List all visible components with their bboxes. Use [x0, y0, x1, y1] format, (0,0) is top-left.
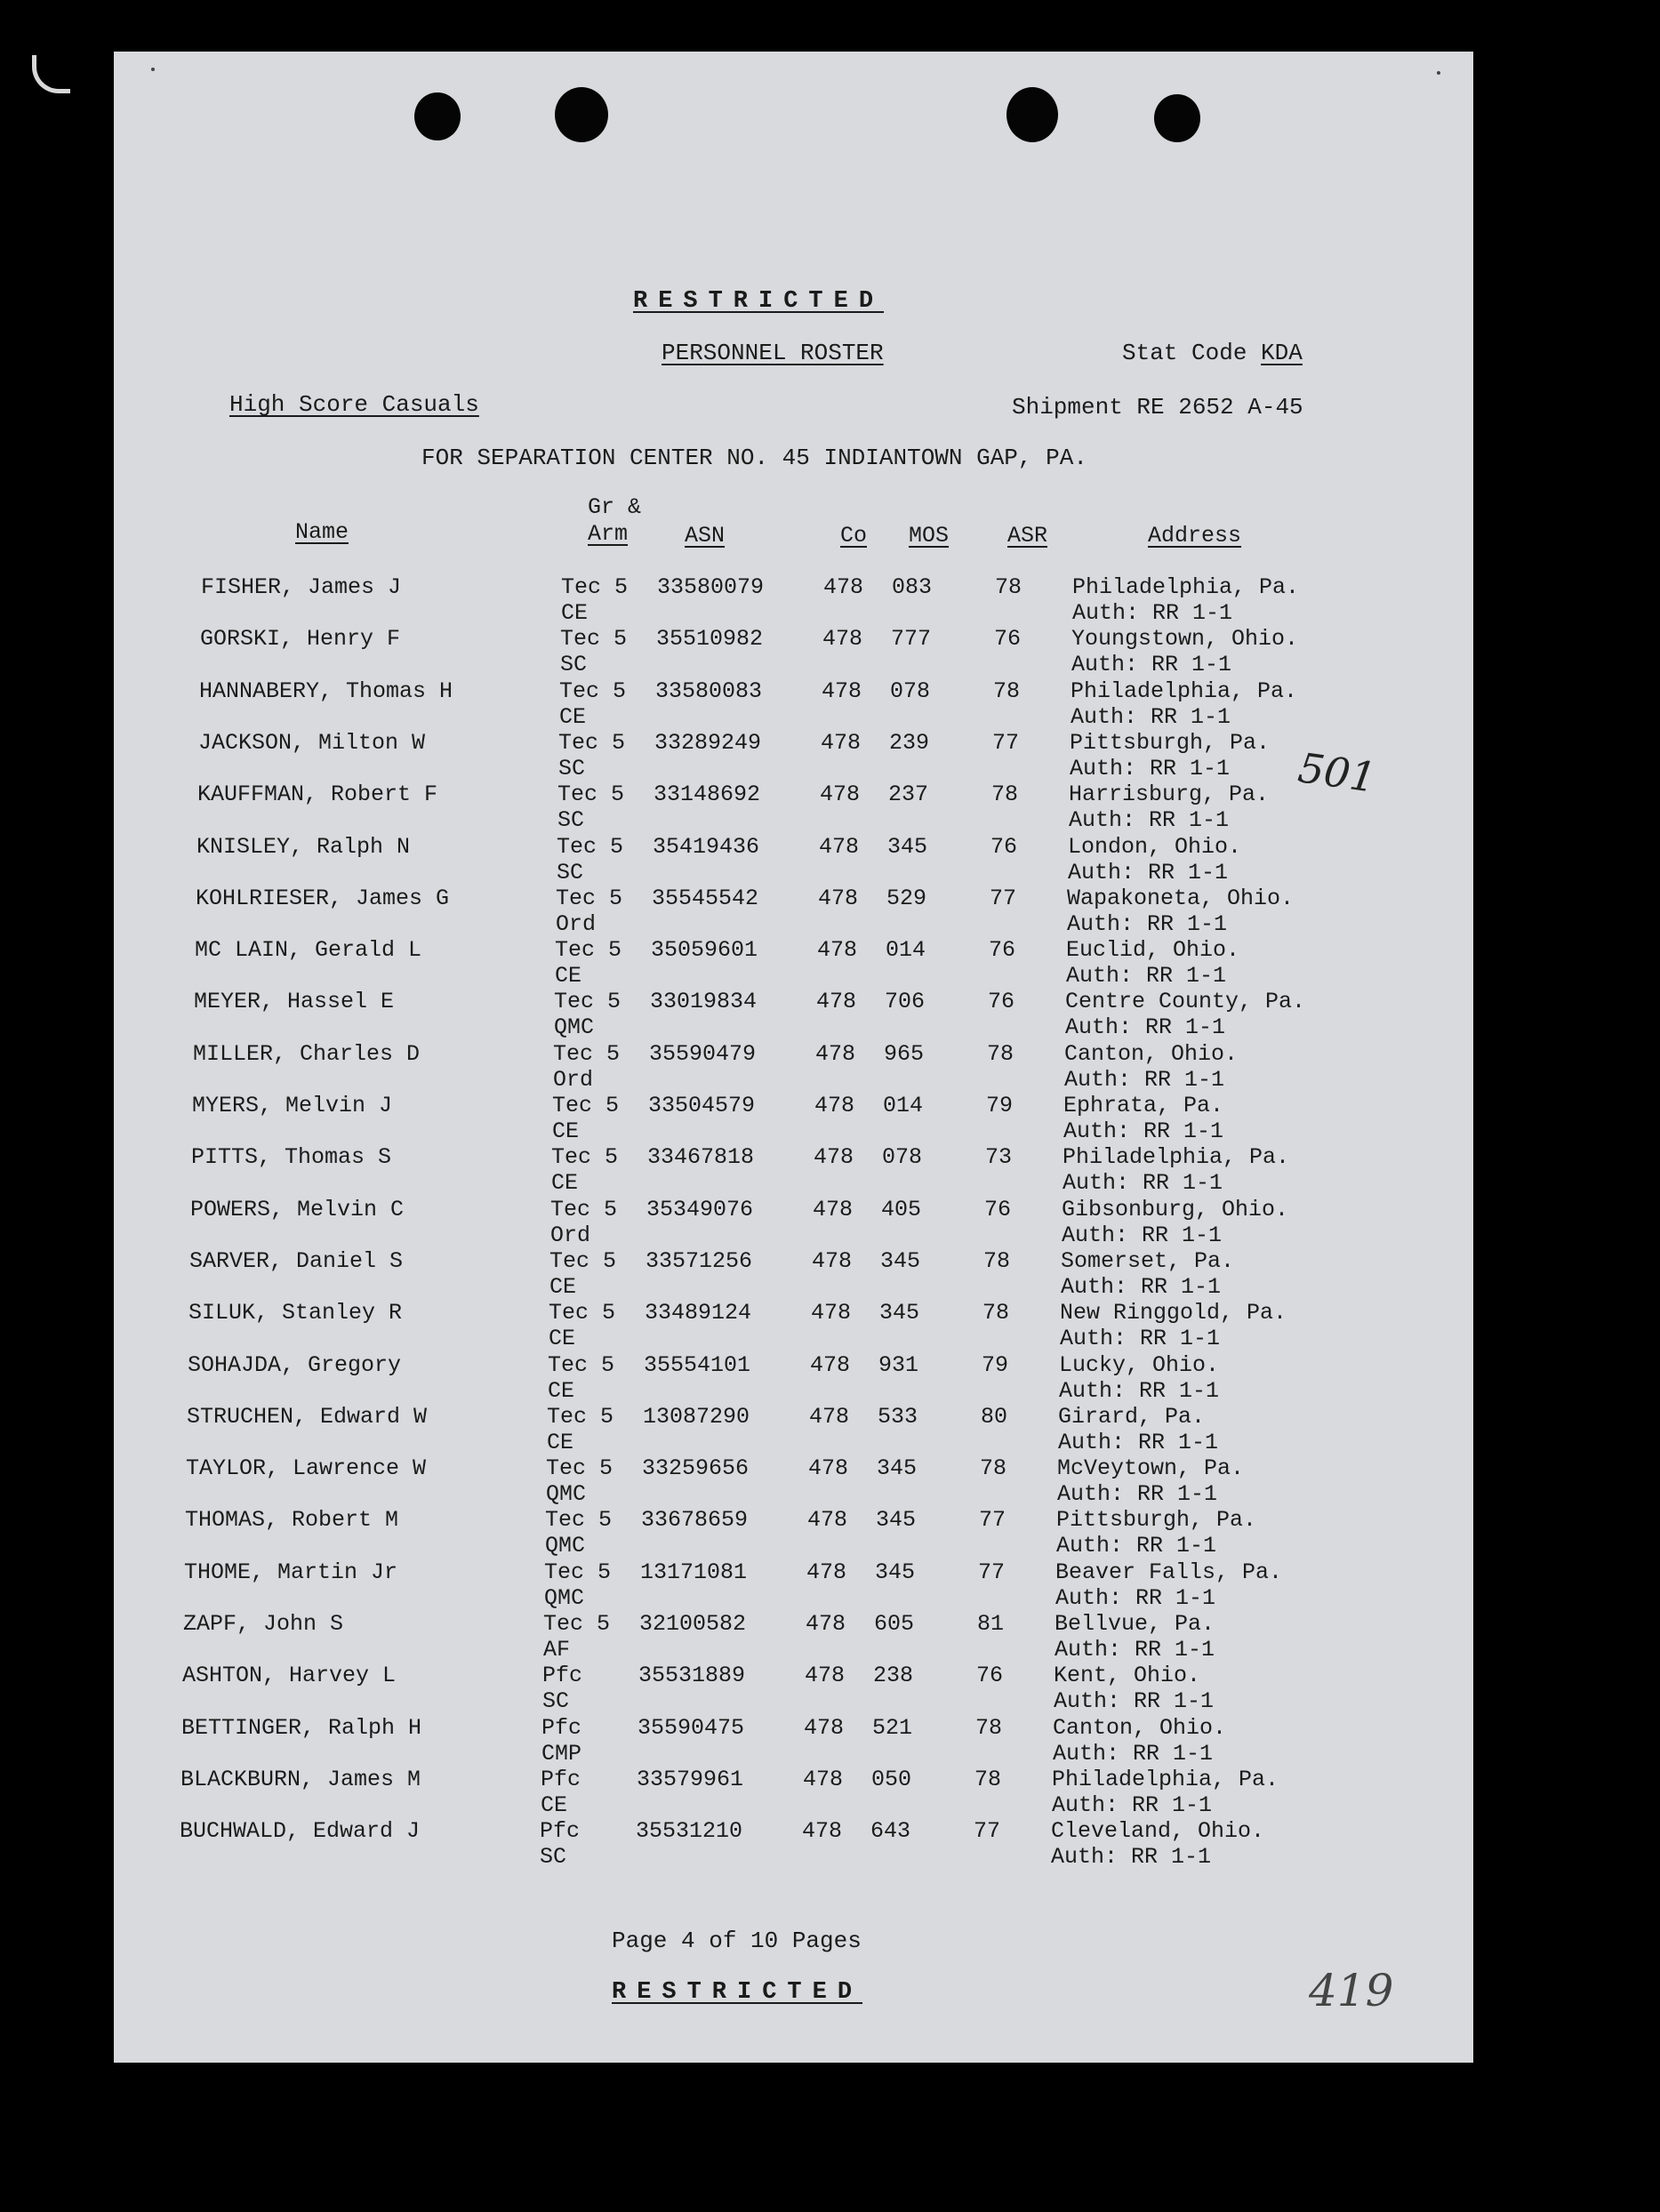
roster-address-city: Cleveland, Ohio.: [1051, 1818, 1265, 1845]
table-row: [194, 989, 1394, 1040]
roster-co: 478: [811, 1300, 852, 1326]
roster-address-city: Beaver Falls, Pa.: [1055, 1559, 1283, 1585]
roster-co: 478: [806, 1559, 847, 1585]
roster-asr: 80: [981, 1403, 1008, 1430]
table-row: [190, 1197, 1391, 1248]
roster-co: 478: [816, 989, 857, 1015]
roster-authority: Auth: RR 1-1: [1054, 1688, 1215, 1715]
roster-asn: 35531889: [638, 1663, 746, 1689]
roster-co: 478: [805, 1663, 846, 1689]
roster-grade: Tec 5: [556, 885, 623, 911]
destination: FOR SEPARATION CENTER NO. 45 INDIANTOWN GAP, PA.: [421, 445, 1087, 471]
table-row: [185, 1507, 1385, 1559]
roster-name: THOMAS, Robert M: [185, 1507, 399, 1534]
roster-arm: QMC: [545, 1533, 586, 1559]
table-row: [187, 1404, 1387, 1455]
roster-name: ZAPF, John S: [183, 1611, 344, 1637]
roster-address-city: London, Ohio.: [1068, 833, 1242, 860]
roster-address-city: Girard, Pa.: [1058, 1403, 1206, 1430]
roster-asr: 78: [975, 1714, 1003, 1741]
roster-asn: 33504579: [648, 1093, 756, 1118]
roster-authority: Auth: RR 1-1: [1072, 600, 1233, 626]
roster-co: 478: [821, 729, 862, 756]
roster-mos: 238: [873, 1663, 914, 1689]
roster-asr: 79: [986, 1093, 1014, 1118]
roster-co: 478: [822, 677, 862, 704]
roster-address-city: Pittsburgh, Pa.: [1070, 729, 1271, 756]
roster-authority: Auth: RR 1-1: [1069, 807, 1230, 834]
roster-mos: 605: [874, 1611, 915, 1637]
roster-asr: 78: [982, 1300, 1010, 1326]
table-row: [180, 1818, 1380, 1870]
roster-grade: Tec 5: [557, 781, 625, 808]
table-row: [186, 1455, 1386, 1507]
roster-address-city: Lucky, Ohio.: [1059, 1351, 1220, 1378]
roster-mos: 345: [880, 1247, 921, 1274]
roster-co: 478: [813, 1196, 854, 1222]
roster-asr: 78: [974, 1766, 1002, 1792]
roster-name: MC LAIN, Gerald L: [195, 937, 422, 964]
table-row: [188, 1352, 1388, 1404]
column-header-name: Name: [295, 519, 349, 545]
roster-authority: Auth: RR 1-1: [1065, 1014, 1226, 1041]
roster-asr: 78: [983, 1247, 1011, 1274]
roster-asr: 76: [984, 1196, 1012, 1222]
roster-name: SARVER, Daniel S: [189, 1247, 404, 1274]
table-row: [201, 574, 1401, 626]
punch-hole: [555, 87, 608, 142]
roster-asn: 35531210: [636, 1818, 743, 1845]
roster-co: 478: [806, 1611, 846, 1637]
roster-asn: 35419436: [653, 833, 760, 860]
roster-grade: Tec 5: [547, 1403, 614, 1430]
roster-asn: 33489124: [645, 1300, 752, 1326]
punch-hole: [1154, 94, 1200, 142]
roster-asr: 77: [979, 1507, 1006, 1534]
roster-authority: Auth: RR 1-1: [1062, 1222, 1223, 1248]
roster-co: 478: [804, 1714, 845, 1741]
roster-arm: Ord: [556, 910, 597, 937]
roster-authority: Auth: RR 1-1: [1052, 1791, 1213, 1818]
roster-grade: Tec 5: [557, 833, 624, 860]
roster-co: 478: [814, 1093, 855, 1118]
roster-name: GORSKI, Henry F: [200, 626, 401, 653]
roster-asr: 79: [982, 1351, 1009, 1378]
roster-asr: 76: [994, 626, 1022, 653]
roster-grade: Pfc: [541, 1714, 582, 1741]
roster-grade: Tec 5: [553, 1040, 621, 1067]
roster-co: 478: [808, 1455, 849, 1482]
roster-name: BLACKBURN, James M: [180, 1766, 421, 1792]
punch-hole: [1006, 87, 1058, 142]
scan-corner-mark: [32, 55, 70, 93]
roster-address-city: Canton, Ohio.: [1064, 1040, 1239, 1067]
roster-co: 478: [819, 833, 860, 860]
table-row: [196, 834, 1397, 886]
classification-bottom: RESTRICTED: [612, 1979, 863, 2006]
table-row: [189, 1248, 1390, 1300]
roster-asn: 32100582: [639, 1611, 747, 1637]
roster-authority: Auth: RR 1-1: [1059, 1377, 1220, 1404]
roster-arm: CE: [547, 1429, 574, 1455]
column-header-asr: ASR: [1007, 523, 1048, 549]
roster-grade: Tec 5: [558, 729, 626, 756]
roster-mos: 529: [886, 885, 927, 911]
roster-grade: Tec 5: [548, 1351, 615, 1378]
roster-arm: AF: [543, 1637, 571, 1663]
roster-mos: 083: [892, 574, 933, 600]
roster-arm: CE: [541, 1791, 568, 1818]
roster-name: KOHLRIESER, James G: [196, 885, 450, 911]
roster-authority: Auth: RR 1-1: [1053, 1740, 1214, 1767]
roster-mos: 050: [871, 1766, 912, 1792]
table-row: [191, 1144, 1391, 1196]
roster-co: 478: [818, 885, 859, 911]
roster-authority: Auth: RR 1-1: [1071, 703, 1231, 730]
punch-hole: [414, 92, 461, 140]
roster-asr: 77: [990, 885, 1017, 911]
roster-arm: SC: [542, 1688, 570, 1715]
roster-arm: CMP: [541, 1740, 582, 1767]
column-header-gr-arm: [588, 494, 641, 548]
roster-asn: 33579961: [637, 1766, 744, 1792]
roster-arm: SC: [557, 859, 584, 886]
page-speck: [1437, 71, 1440, 75]
stat-code: [1122, 340, 1303, 366]
roster-name: PITTS, Thomas S: [191, 1144, 392, 1171]
roster-co: 478: [822, 626, 863, 653]
roster-co: 478: [812, 1247, 853, 1274]
roster-grade: Tec 5: [544, 1559, 612, 1585]
roster-co: 478: [807, 1507, 848, 1534]
roster-address-city: Youngstown, Ohio.: [1071, 626, 1299, 653]
roster-mos: 521: [872, 1714, 913, 1741]
handwritten-number-419: 419: [1309, 1965, 1394, 2016]
table-row: [180, 1767, 1381, 1818]
roster-grade: Tec 5: [549, 1247, 617, 1274]
roster-grade: Tec 5: [561, 574, 629, 600]
table-row: [183, 1611, 1383, 1663]
roster-grade: Tec 5: [551, 1144, 619, 1171]
roster-asn: 33580083: [655, 677, 763, 704]
roster-grade: Tec 5: [552, 1093, 620, 1118]
roster-authority: Auth: RR 1-1: [1071, 652, 1232, 678]
roster-authority: Auth: RR 1-1: [1063, 1170, 1223, 1197]
table-row: [182, 1663, 1383, 1714]
roster-asr: 81: [977, 1611, 1005, 1637]
roster-arm: Ord: [550, 1222, 591, 1248]
roster-authority: Auth: RR 1-1: [1051, 1844, 1212, 1871]
roster-co: 478: [814, 1144, 854, 1171]
roster-name: MILLER, Charles D: [193, 1040, 421, 1067]
roster-asn: 33259656: [642, 1455, 750, 1482]
roster-asr: 77: [992, 729, 1020, 756]
roster-address-city: Kent, Ohio.: [1054, 1663, 1201, 1689]
roster-name: KAUFFMAN, Robert F: [197, 781, 438, 808]
roster-address-city: Philadelphia, Pa.: [1072, 574, 1300, 600]
roster-authority: Auth: RR 1-1: [1064, 1066, 1225, 1093]
roster-address-city: Centre County, Pa.: [1065, 989, 1306, 1015]
roster-arm: CE: [561, 600, 589, 626]
roster-arm: SC: [557, 807, 585, 834]
roster-asn: 33580079: [657, 574, 765, 600]
roster-grade: Pfc: [541, 1766, 581, 1792]
roster-grade: Tec 5: [543, 1611, 611, 1637]
roster-asn: 35590479: [649, 1040, 757, 1067]
roster-address-city: Bellvue, Pa.: [1055, 1611, 1215, 1637]
roster-mos: 777: [891, 626, 932, 653]
roster-name: SOHAJDA, Gregory: [188, 1351, 402, 1378]
roster-address-city: Wapakoneta, Ohio.: [1067, 885, 1295, 911]
roster-address-city: Philadelphia, Pa.: [1071, 677, 1298, 704]
column-header-asn: ASN: [685, 523, 726, 549]
roster-asn: 33678659: [641, 1507, 749, 1534]
column-header-co: Co: [840, 523, 868, 549]
roster-authority: Auth: RR 1-1: [1063, 1118, 1224, 1144]
roster-arm: CE: [555, 963, 582, 990]
roster-authority: Auth: RR 1-1: [1068, 859, 1229, 886]
roster-mos: 643: [870, 1818, 911, 1845]
roster-asn: 33019834: [650, 989, 758, 1015]
roster-asn: 35590475: [638, 1714, 745, 1741]
column-header-address: Address: [1148, 523, 1242, 549]
roster-grade: Tec 5: [549, 1300, 616, 1326]
roster-grade: Tec 5: [545, 1507, 613, 1534]
table-row: [195, 937, 1395, 989]
page-speck: [151, 68, 155, 71]
roster-arm: CE: [559, 703, 587, 730]
roster-name: KNISLEY, Ralph N: [196, 833, 411, 860]
roster-mos: 239: [889, 729, 930, 756]
roster-asr: 73: [985, 1144, 1013, 1171]
roster-mos: 965: [884, 1040, 925, 1067]
table-row: [181, 1715, 1382, 1767]
classification-top: RESTRICTED: [633, 288, 885, 315]
roster-asn: 33467818: [647, 1144, 755, 1171]
roster-name: SILUK, Stanley R: [188, 1300, 403, 1326]
group-name: High Score Casuals: [229, 391, 479, 418]
roster-mos: 345: [879, 1300, 920, 1326]
roster-authority: Auth: RR 1-1: [1058, 1429, 1219, 1455]
roster-co: 478: [817, 937, 858, 964]
roster-co: 478: [802, 1818, 843, 1845]
roster-mos: 345: [876, 1507, 917, 1534]
roster-grade: Tec 5: [555, 937, 622, 964]
column-header-arm: Arm: [588, 521, 629, 547]
roster-asr: 76: [988, 989, 1015, 1015]
roster-mos: 078: [890, 677, 931, 704]
roster-arm: Ord: [553, 1066, 594, 1093]
roster-address-city: Ephrata, Pa.: [1063, 1093, 1224, 1118]
roster-grade: Pfc: [540, 1818, 581, 1845]
roster-grade: Tec 5: [550, 1196, 618, 1222]
roster-asn: 35554101: [644, 1351, 751, 1378]
table-row: [200, 626, 1400, 677]
roster-arm: SC: [558, 755, 586, 781]
roster-authority: Auth: RR 1-1: [1055, 1584, 1216, 1611]
roster-asn: 35510982: [656, 626, 764, 653]
roster-co: 478: [803, 1766, 844, 1792]
roster-authority: Auth: RR 1-1: [1057, 1481, 1218, 1508]
table-row: [184, 1559, 1384, 1611]
roster-co: 478: [810, 1351, 851, 1378]
roster-address-city: Philadelphia, Pa.: [1063, 1144, 1290, 1171]
roster-grade: Tec 5: [546, 1455, 613, 1482]
roster-asr: 78: [987, 1040, 1014, 1067]
roster-mos: 533: [878, 1403, 918, 1430]
table-row: [193, 1041, 1393, 1093]
column-header-gr: Gr &: [588, 494, 642, 520]
roster-asr: 76: [976, 1663, 1004, 1689]
roster-authority: Auth: RR 1-1: [1056, 1533, 1217, 1559]
roster-asn: 35349076: [646, 1196, 754, 1222]
roster-grade: Pfc: [542, 1663, 583, 1689]
roster-authority: Auth: RR 1-1: [1066, 963, 1227, 990]
roster-name: MEYER, Hassel E: [194, 989, 395, 1015]
roster-asr: 76: [989, 937, 1016, 964]
roster-address-city: Euclid, Ohio.: [1066, 937, 1240, 964]
roster-arm: SC: [560, 652, 588, 678]
roster-arm: CE: [548, 1377, 575, 1404]
roster-asn: 13171081: [640, 1559, 748, 1585]
roster-asr: 78: [995, 574, 1022, 600]
roster-mos: 345: [887, 833, 928, 860]
roster-asr: 78: [991, 781, 1019, 808]
roster-asn: 35545542: [652, 885, 759, 911]
roster-address-city: Pittsburgh, Pa.: [1056, 1507, 1257, 1534]
roster-mos: 078: [882, 1144, 923, 1171]
roster-grade: Tec 5: [554, 989, 621, 1015]
roster-co: 478: [815, 1040, 856, 1067]
roster-page: [114, 52, 1473, 2063]
roster-name: TAYLOR, Lawrence W: [186, 1455, 427, 1482]
roster-asn: 35059601: [651, 937, 758, 964]
roster-name: ASHTON, Harvey L: [182, 1663, 397, 1689]
roster-grade: Tec 5: [560, 626, 628, 653]
roster-name: JACKSON, Milton W: [198, 729, 426, 756]
roster-address-city: McVeytown, Pa.: [1057, 1455, 1245, 1482]
roster-co: 478: [820, 781, 861, 808]
roster-mos: 237: [888, 781, 929, 808]
column-header-mos: MOS: [909, 523, 950, 549]
roster-mos: 345: [875, 1559, 916, 1585]
roster-asn: 33148692: [654, 781, 761, 808]
roster-asr: 76: [990, 833, 1018, 860]
roster-asn: 33571256: [646, 1247, 753, 1274]
roster-authority: Auth: RR 1-1: [1055, 1637, 1215, 1663]
table-row: [197, 781, 1398, 833]
roster-mos: 014: [883, 1093, 924, 1118]
roster-authority: Auth: RR 1-1: [1061, 1273, 1222, 1300]
roster-mos: 931: [878, 1351, 919, 1378]
roster-address-city: Somerset, Pa.: [1061, 1247, 1235, 1274]
roster-asr: 78: [993, 677, 1021, 704]
roster-asr: 77: [974, 1818, 1001, 1845]
roster-title: PERSONNEL ROSTER: [662, 340, 884, 366]
roster-arm: QMC: [544, 1584, 585, 1611]
roster-authority: Auth: RR 1-1: [1067, 910, 1228, 937]
roster-arm: SC: [540, 1844, 567, 1871]
roster-arm: CE: [549, 1326, 576, 1352]
table-row: [199, 678, 1399, 730]
roster-address-city: Harrisburg, Pa.: [1069, 781, 1270, 808]
roster-name: POWERS, Melvin C: [190, 1196, 405, 1222]
roster-asn: 13087290: [643, 1403, 750, 1430]
roster-co: 478: [823, 574, 864, 600]
roster-mos: 014: [886, 937, 926, 964]
roster-name: BETTINGER, Ralph H: [181, 1714, 422, 1741]
table-row: [198, 730, 1399, 781]
table-row: [196, 886, 1396, 937]
roster-mos: 345: [877, 1455, 918, 1482]
roster-mos: 405: [881, 1196, 922, 1222]
roster-mos: 706: [885, 989, 926, 1015]
roster-name: BUCHWALD, Edward J: [180, 1818, 421, 1845]
stat-code-value: KDA: [1261, 340, 1303, 366]
roster-name: MYERS, Melvin J: [192, 1093, 393, 1118]
page-number: Page 4 of 10 Pages: [612, 1927, 862, 1954]
roster-name: HANNABERY, Thomas H: [199, 677, 453, 704]
roster-address-city: New Ringgold, Pa.: [1060, 1300, 1287, 1326]
roster-address-city: Gibsonburg, Ohio.: [1062, 1196, 1289, 1222]
handwritten-number-501: 501: [1295, 743, 1380, 802]
roster-co: 478: [809, 1403, 850, 1430]
roster-arm: CE: [551, 1170, 579, 1197]
roster-arm: CE: [552, 1118, 580, 1144]
roster-name: FISHER, James J: [201, 574, 402, 600]
roster-address-city: Philadelphia, Pa.: [1052, 1766, 1279, 1792]
shipment-number: Shipment RE 2652 A-45: [1012, 394, 1303, 421]
roster-grade: Tec 5: [559, 677, 627, 704]
roster-address-city: Canton, Ohio.: [1053, 1714, 1227, 1741]
roster-asr: 77: [978, 1559, 1006, 1585]
roster-name: THOME, Martin Jr: [184, 1559, 398, 1585]
roster-arm: QMC: [554, 1014, 595, 1041]
roster-authority: Auth: RR 1-1: [1060, 1326, 1221, 1352]
table-row: [188, 1300, 1389, 1351]
roster-asn: 33289249: [654, 729, 762, 756]
roster-arm: QMC: [546, 1481, 587, 1508]
roster-asr: 78: [980, 1455, 1007, 1482]
roster-authority: Auth: RR 1-1: [1070, 755, 1231, 781]
roster-name: STRUCHEN, Edward W: [187, 1403, 428, 1430]
table-row: [192, 1093, 1392, 1144]
roster-arm: CE: [549, 1273, 577, 1300]
stat-code-label: Stat Code: [1122, 340, 1247, 366]
